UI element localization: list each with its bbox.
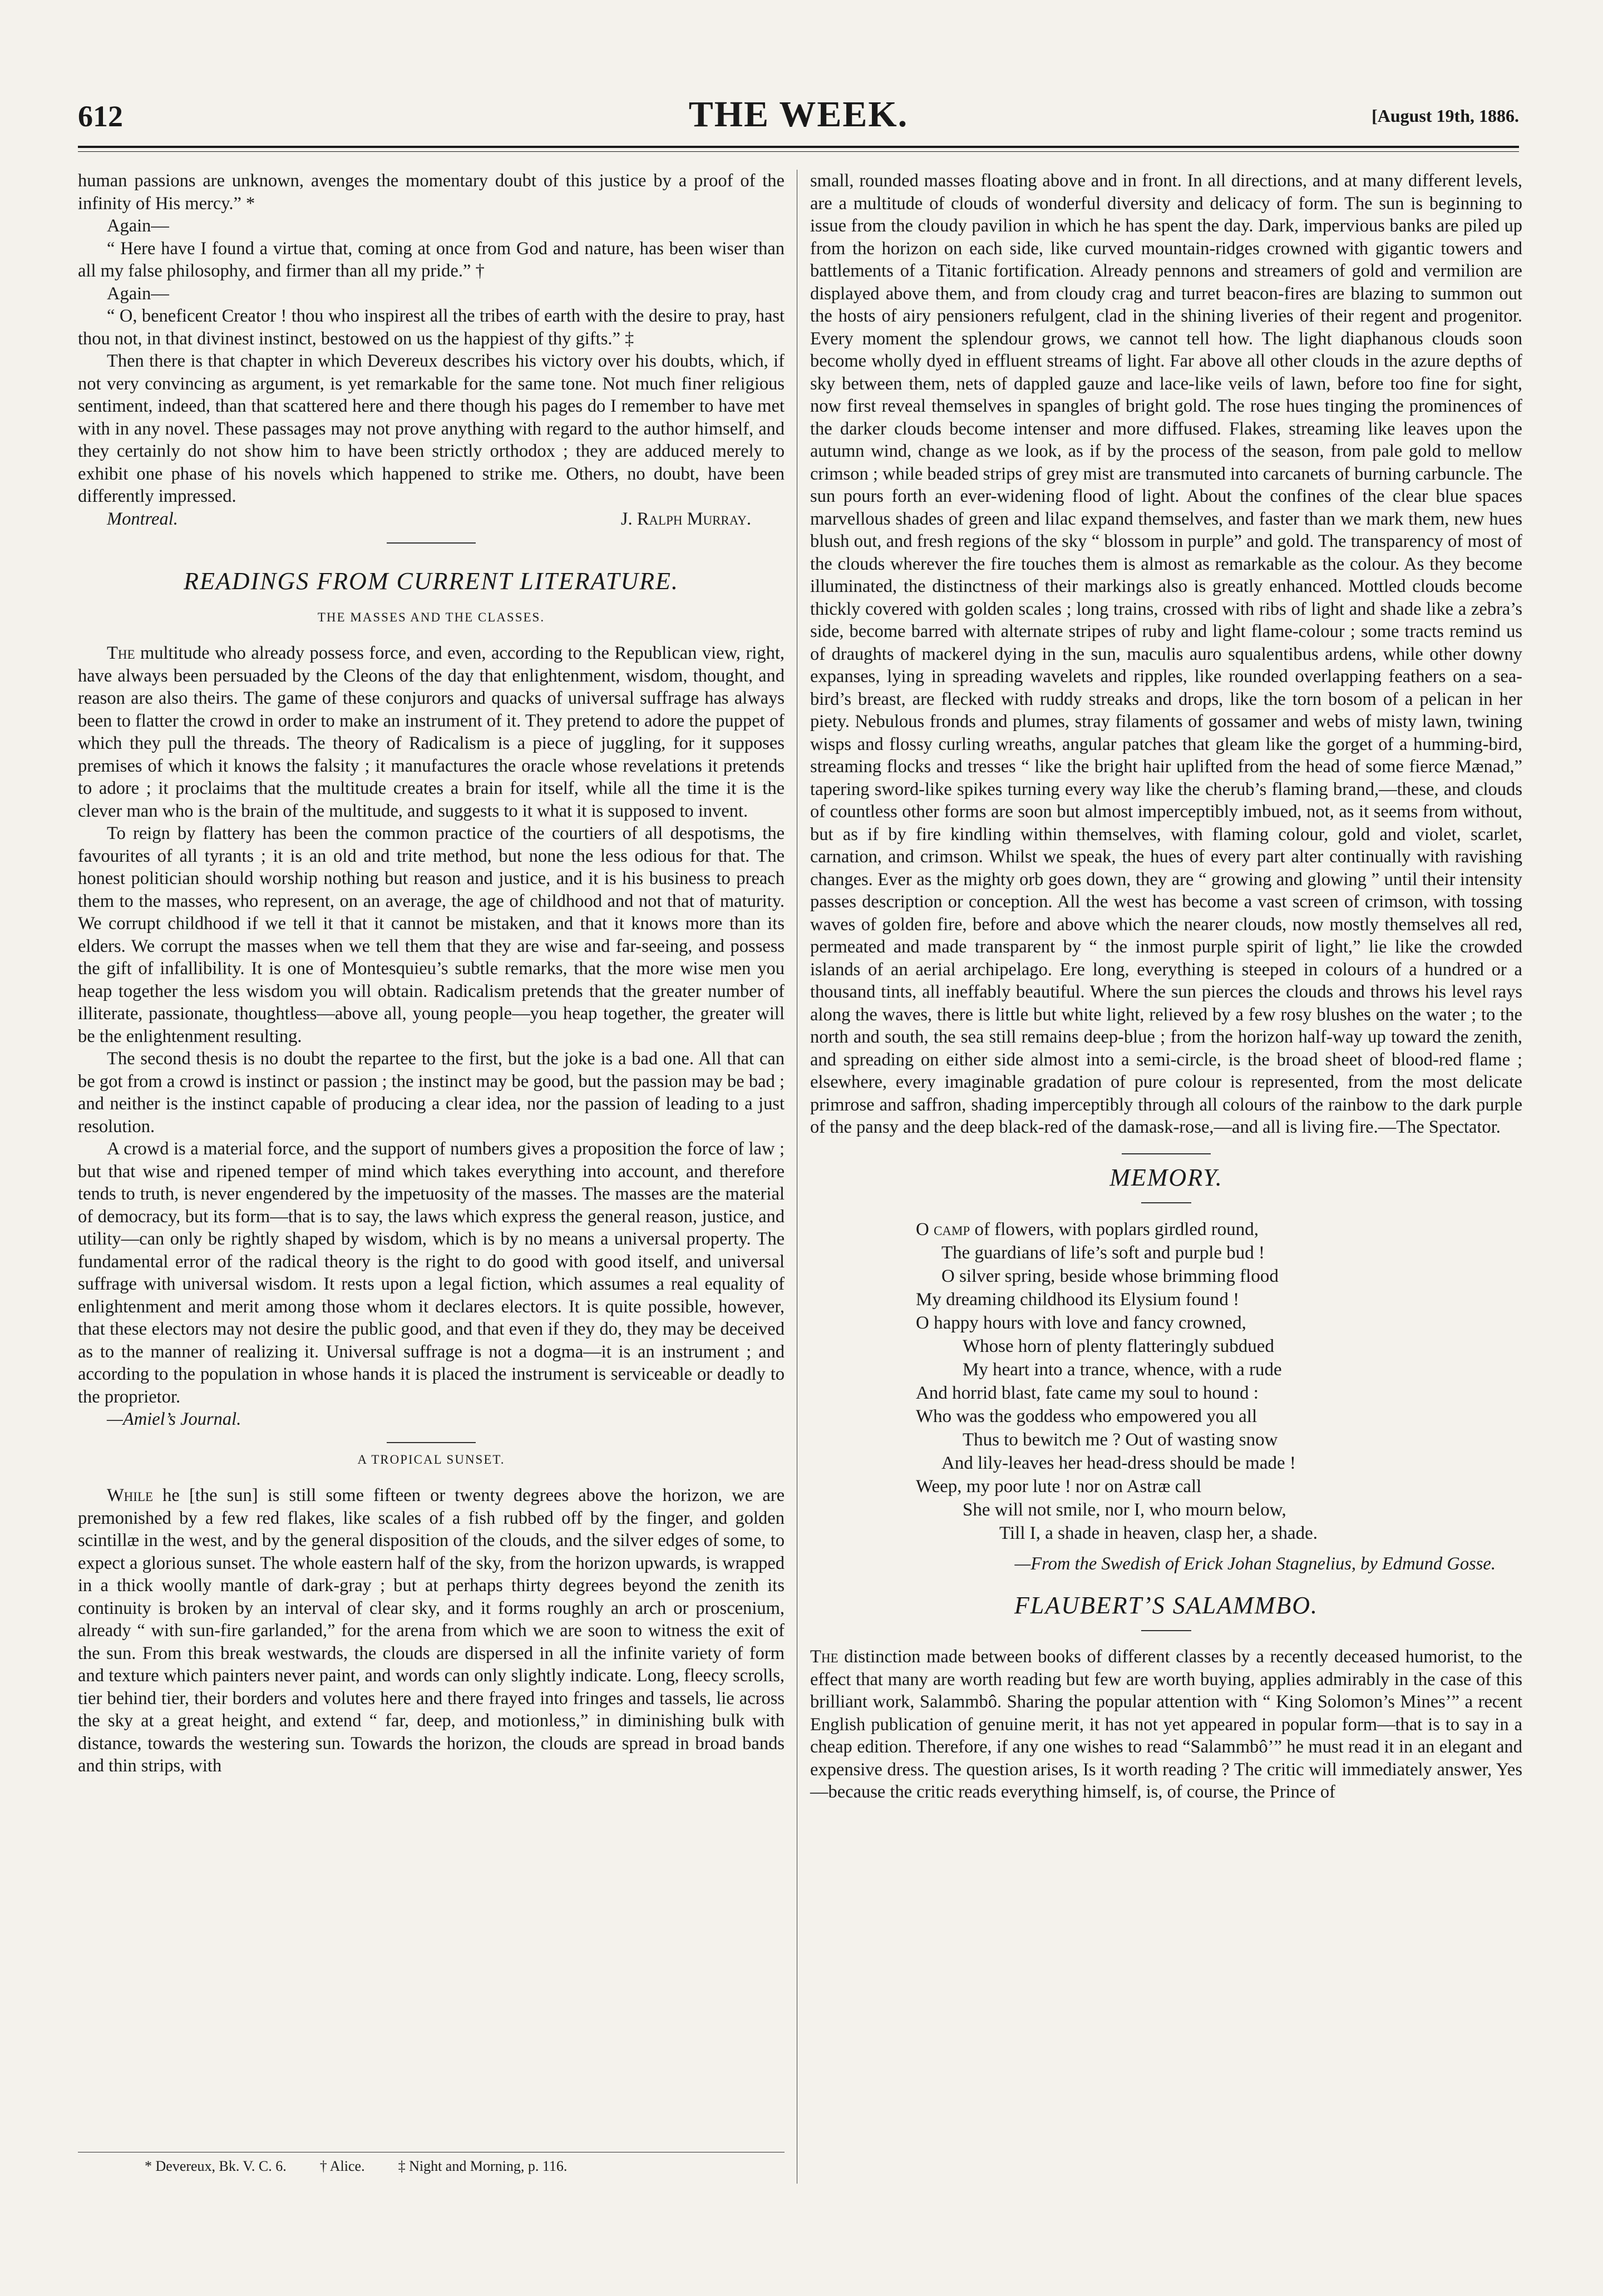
poem-line: Thus to bewitch me ? Out of wasting snow [963,1430,1278,1450]
poem-line [916,1218,1522,1241]
sunset-text: he [the sun] is still some fifteen or twenty degrees above the horizon, we are premonished by a few red flakes, like scales of a fish rubbed off by the finger, and golden scintillæ in the west, and by the general disposition of the clouds, and the silver edges of some, to expect a glorious sunset. The whole eastern half of the sky, from the horizon upwards, is wrapped in a thick woolly mantle of dark-gray ; but at perhaps thirty degrees beyond the zenith its continuity is broken by an interval of clear sky, and it forms roughly an arch or proscenium, already “ with sun-fire garlanded,” for the arena from which we are soon to witness the exit of the sun. From this break westwards, the clouds are dispersed in all the infinite variety of form and texture which painters never paint, and words can only slightly indicate. Long, fleecy scrolls, tier behind tier, their borders and volutes here and there frayed into fringes and tassels, lie across the sky at a great height, and extend “ far, deep, and motionless,” in diminishing bulk with distance, towards the westering sun. Towards the horizon, the clouds are spread in broad bands and thin strips, with [78,1485,785,1776]
poem-line: Who was the goddess who empowered you all [916,1406,1257,1426]
section-rule [387,1442,476,1443]
continued-paragraph: human passions are unknown, avenges the momentary doubt of this justice by a proof of the infinity of His mercy.” * [78,171,785,214]
sunset-continued-paragraph: small, rounded masses floating above and in front. In all directions, and at many different levels, are a multitude of clouds of wonderful diversity and delicacy of form. The sun is beginning to issue from the cloudy pavilion in which he has spent the day. Dark, impervious banks are piled up from the horizon on each side, like curved mountain-ridges crowned with gigantic towers and battlements of a Titanic fortification. Already pennons and streamers of gold and vermilion are displayed above them, and from cloudy crag and turret beacon-fires are blazing to summon out the hosts of airy pensioners refulgent, clad in the shining liveries of their regent and progenitor. Every moment the splendour grows, we cannot tell how. The light diaphanous clouds soon become wholly dyed in effluent streams of light. Far above all other clouds in the azure depths of sky between them, nets of dappled gauze and lace-like veils of lawn, before too fine for sight, now first reveal themselves in spangles of bright gold. The rose hues tinging the prominences of the darker clouds become intenser and more diffused. Flakes, streaming like leaves upon the autumn wind, change as we look, as if by the process of the season, from pale gold to mellow crimson ; while beaded strips of grey mist are transmuted into carcanets of burning carbuncle. The sun pours forth an ever-widening flood of light. About the confines of the clear blue spaces marvellous shades of green and lilac expand themselves, and faster than we mark them, new hues blush out, and fresh regions of the sky “ blossom in purple” and gold. The transparency of most of the clouds wherever the fire touches them is almost as remarkable as the colour. As they become illuminated, the distinctness of their markings also is greatly enhanced. Mottled clouds become thickly covered with golden scales ; long trains, crossed with ribs of light and shade like a zebra’s side, become barred with alternate stripes of ruby and light flame-colour ; some tracts remind us of draughts of mackerel dying in the sun, maculis auro squalentibus ardens, while other downy expanses, lying in spreading wavelets and ripples, like rounded overlapping feathers on a sea-bird’s breast, are flecked with ruddy streaks and drops, like the torn bosom of a pelican in her piety. Nebulous fronds and plumes, stray filaments of gossamer and webs of misty lawn, twining wisps and flossy curling wreaths, angular patches that gleam like the gorget of a humming-bird, streaming flocks and tresses “ like the bright hair uplifted from the head of some fierce Mænad,” tapering sword-like spikes turning every way like the cherub’s flaming brand,—these, and clouds of countless other forms are soon but almost imperceptibly imbued, not, as it seems from without, but as if by fire kindling within themselves, with flaming colour, gold and violet, scarlet, carnation, and crimson. Whilst we speak, the hues of every part alter continually with ravishing changes. Ever as the mighty orb goes down, they are “ growing and glowing ” until their intensity passes description or conception. All the west has become a vast screen of crimson, with tossing waves of golden fire, before and above which the nearer clouds, now mostly themselves all red, permeated and made transparent by “ the inmost purple spirit of light,” lie like the crowded islands of an aerial archipelago. Ere long, everything is steeped in colours of a hundred or a thousand tints, all ineffably beautiful. Where the sun pierces the clouds and throws his level rays along the waves, there is little but white light, relieved by a few rosy blushes on the water ; to the north and south, the sea still remains deep-blue ; from the horizon half-way up toward the zenith, and spreading on either side almost into a semi-circle, is the broad sheet of blood-red flame ; elsewhere, every imaginable gradation of pure colour is represented, from the most delicate primrose and saffron, shading imperceptibly through all colours of the rainbow to the dark purple of the pansy and the deep black-red of the damask-rose,—and all is living fire.—The Spectator. [810,171,1522,1137]
poem-line: My heart into a trance, whence, with a rude [963,1360,1282,1380]
footnote: * Devereux, Bk. V. C. 6. [145,2158,287,2174]
masses-text: multitude who already possess force, and even, according to the Republican view, right, have always been persuaded by the Cleons of the day that enlightenment, wisdom, thought, and reason are also theirs. The game of these conjurors and quacks of universal suffrage has always been to flatter the crowd in order to make an instrument of it. They pretend to adore the puppet of which they pull the threads. The theory of Radicalism is a piece of juggling, for it supposes premises of which it knows the falsity ; it manufactures the oracle whose revelations it pretends to adore ; it proclaims that the multitude creates a brain for itself, while all the time it is the clever man who is the brain of the multitude, and suggests to it what it is supposed to invent. [78,643,785,821]
masses-lead-word: The [107,643,135,663]
section-rule [387,542,476,544]
masses-subheading: THE MASSES AND THE CLASSES. [317,610,545,624]
poem-line: O happy hours with love and fancy crowned, [916,1313,1246,1333]
poem-line: The guardians of life’s soft and purple bud ! [941,1243,1265,1263]
masses-paragraph: A crowd is a material force, and the support of numbers gives a proposition the force of law ; but that wise and ripened temper of mind which takes everything into account, and therefore tends to truth, is never engendered by the impetuosity of the masses. The masses are the material of democracy, but its form—that is to say, the laws which express the general reason, justice, and utility—can only be rightly shaped by wisdom, which is by no means a universal property. The fundamental error of the radical theory is the right to do good with good itself, and universal suffrage with universal wisdom. It rests upon a legal fiction, which assumes a real equality of enlightenment and merit among those whom it declares electors. It is quite possible, however, that these electors may not desire the public good, and that even if they do, they may be deceived as to the manner of realizing it. Universal suffrage is not a dogma—it is an instrument ; and according to the population in whose hands it is placed the instrument is serviceable or deadly to the proprietor. [78,1139,785,1407]
section-rule [1122,1153,1211,1154]
title-rule [1141,1202,1191,1203]
left-column [78,170,785,1777]
header-rule-thin [78,151,1519,152]
poem-line: And lily-leaves her head-dress should be made ! [941,1453,1296,1473]
readings-section-title: READINGS FROM CURRENT LITERATURE. [184,567,679,595]
signature-place: Montreal. [107,508,178,529]
masses-paragraph: To reign by flattery has been the common practice of the courtiers of all despotisms, the favourites of all tyrants ; it is an old and trite method, but none the less odious for that. The honest politician should worship nothing but reason and justice, and it is his business to preach them to the masses, who represent, on an average, the age of childhood and not that of maturity. We corrupt childhood if we tell it that it cannot be mistaken, and that it knows more than its elders. We corrupt the masses when we tell them that they are wise and far-seeing, and possess the gift of infallibility. It is one of Montesquieu’s subtle remarks, that the more wise men you heap together the less wisdom you will obtain. Radicalism pretends that the greater number of illiterate, passionate, thoughtless—above all, young people—you heap together, the greater will be the enlightenment resulting. [78,823,785,1046]
poem-credit: —From the Swedish of Erick Johan Stagnelius, by Edmund Gosse. [1014,1554,1496,1574]
again-label: Again— [107,283,169,304]
poem-line: O silver spring, beside whose brimming flood [941,1266,1279,1286]
sunset-subheading: A TROPICAL SUNSET. [357,1452,505,1467]
masses-paragraph: The second thesis is no doubt the repartee to the first, but the joke is a bad one. All that can be got from a crowd is instinct or passion ; the instinct may be good, but the passion may be bad ; and neither is the instinct capable of producing a clear idea, nor the passion of leading to a just resolution. [78,1049,785,1137]
flaubert-paragraph [810,1646,1522,1804]
page-number: 612 [78,100,123,133]
poem-line: She will not smile, nor I, who mourn below, [963,1500,1286,1520]
masses-paragraph [78,642,785,822]
footnotes [78,2152,785,2175]
poem-line: Whose horn of plenty flatteringly subdued [963,1336,1274,1356]
poem-line: My dreaming childhood its Elysium found ! [916,1290,1240,1310]
poem-lead-word: O camp [916,1219,970,1240]
page-header [78,83,1519,150]
memory-title: MEMORY. [1109,1163,1223,1191]
signature-author: J. Ralph Murray. [620,508,751,529]
masses-source: —Amiel’s Journal. [107,1409,241,1429]
signature-row [78,508,785,531]
publication-title: THE WEEK. [688,94,909,135]
right-column [810,170,1522,1804]
memory-poem [916,1218,1522,1545]
header-rule [78,146,1519,148]
flaubert-lead-word: The [810,1647,839,1667]
poem-line: Weep, my poor lute ! nor on Astræ call [916,1477,1202,1497]
issue-date: [August 19th, 1886. [1372,106,1519,126]
again-label: Again— [107,216,169,236]
title-rule [1141,1630,1191,1631]
quote-paragraph: “ O, beneficent Creator ! thou who inspirest all the tribes of earth with the desire to pray, hast thou not, in that divinest instinct, bestowed on us the happiest of thy gifts.” ‡ [78,306,785,349]
footnote: † Alice. [319,2158,365,2174]
flaubert-text: distinction made between books of different classes by a recently deceased humorist, to the effect that many are worth reading but few are worth buying, applies admirably in the case of this brilliant work, Salammbô. Sharing the popular attention with “ King Solomon’s Mines’” a recent English publication of genuine merit, it has not yet appeared in popular form—that is to say in a cheap edition. Therefore, if any one wishes to read “Salammbô’” he must read it in an elegant and expensive dress. The question arises, Is it worth reading ? The critic will immediately answer, Yes—because the critic reads everything himself, is, of course, the Prince of [810,1647,1522,1802]
quote-paragraph: “ Here have I found a virtue that, coming at once from God and nature, has been wiser than all my false philosophy, and firmer than all my pride.” † [78,238,785,281]
sunset-paragraph [78,1484,785,1777]
article-paragraph: Then there is that chapter in which Devereux describes his victory over his doubts, which, if not very convincing as argument, is yet remarkable for the same tone. Not much finer religious sentiment, indeed, than that scattered here and there though his pages do I remember to have met with in any novel. These passages may not prove anything with regard to the author himself, and they certainly do not show him to have been strictly orthodox ; they are adduced merely to exhibit one phase of his novels which happened to strike me. Others, no doubt, have been differently impressed. [78,351,785,506]
footnote: ‡ Night and Morning, p. 116. [398,2158,568,2174]
flaubert-title: FLAUBERT’S SALAMMBO. [1014,1591,1318,1619]
sunset-lead-word: While [107,1485,154,1505]
footnote-row [78,2158,785,2175]
poem-line: Till I, a shade in heaven, clasp her, a shade. [999,1523,1318,1543]
poem-line: And horrid blast, fate came my soul to hound : [916,1383,1259,1403]
poem-line-text: of flowers, with poplars girdled round, [970,1219,1259,1240]
